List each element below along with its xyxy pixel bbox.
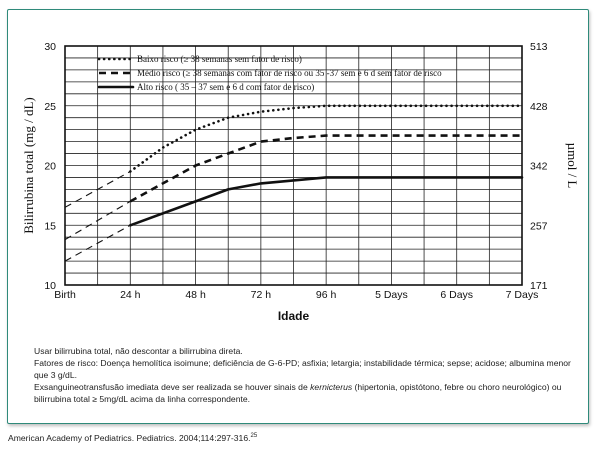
x-tick-label: 48 h	[185, 289, 206, 301]
citation	[8, 433, 257, 443]
note-exchange-transfusion	[34, 381, 574, 405]
x-axis-title: Idade	[277, 309, 310, 323]
y2-tick-label: 428	[530, 100, 548, 113]
y2-tick-label: 171	[530, 280, 548, 292]
note-text-b: (hipertonia, opistótono, febre ou choro neurológico) ou bilirrubina total ≥ 5mg/dL acima da linha correspondente.	[34, 382, 562, 404]
legend-label-0: Baixo risco (≥ 38 semanas sem fator de risco)	[137, 54, 302, 64]
citation-ref: 25	[250, 433, 258, 440]
legend	[99, 54, 442, 92]
y-tick-label: 30	[44, 41, 56, 53]
x-tick-label: Birth	[54, 289, 76, 301]
x-tick-label: 72 h	[250, 289, 272, 301]
y2-tick-label: 513	[530, 41, 548, 53]
x-tick-label: 96 h	[315, 289, 337, 301]
x-tick-label: 5 Days	[375, 289, 408, 301]
y-axis-title: Bilirrubina total (mg / dL)	[21, 97, 36, 234]
x-tick-label: 24 h	[120, 289, 141, 301]
note-kernicterus: kernicterus	[310, 382, 353, 392]
x-tick-label: 6 Days	[440, 289, 474, 301]
y2-tick-label: 257	[530, 220, 548, 233]
x-tick-label: 7 Days	[505, 289, 539, 301]
note-risk-factors: Fatores de risco: Doença hemolítica isoimune; deficiência de G-6-PD; asfixia; letargia; instabilidade térmica; sepse; acidose; albumina menor que 3 g/dL.	[34, 358, 571, 380]
notes	[34, 345, 574, 405]
y-tick-label: 20	[44, 160, 56, 173]
tick-labels	[44, 41, 547, 301]
y-tick-label: 25	[44, 100, 56, 113]
y-tick-label: 15	[44, 220, 56, 233]
legend-label-2: Alto risco ( 35 – 37 sem e 6 d com fator de risco)	[137, 82, 315, 92]
legend-label-1: Médio risco (≥ 38 semanas com fator de risco ou 35 -37 sem e 6 d sem fator de risco	[137, 68, 442, 78]
note-total-bilirubin: Usar bilirrubina total, não descontar a bilirrubina direta.	[34, 346, 243, 356]
y-tick-label: 10	[44, 280, 56, 292]
note-text-a: Exsanguineotransfusão imediata deve ser realizada se houver sinais de	[34, 382, 311, 392]
citation-text: American Academy of Pediatrics. Pediatrics. 2004;114:297-316.	[8, 433, 251, 443]
y2-tick-label: 342	[530, 160, 548, 173]
y2-axis-title: µmol / L	[565, 142, 580, 189]
